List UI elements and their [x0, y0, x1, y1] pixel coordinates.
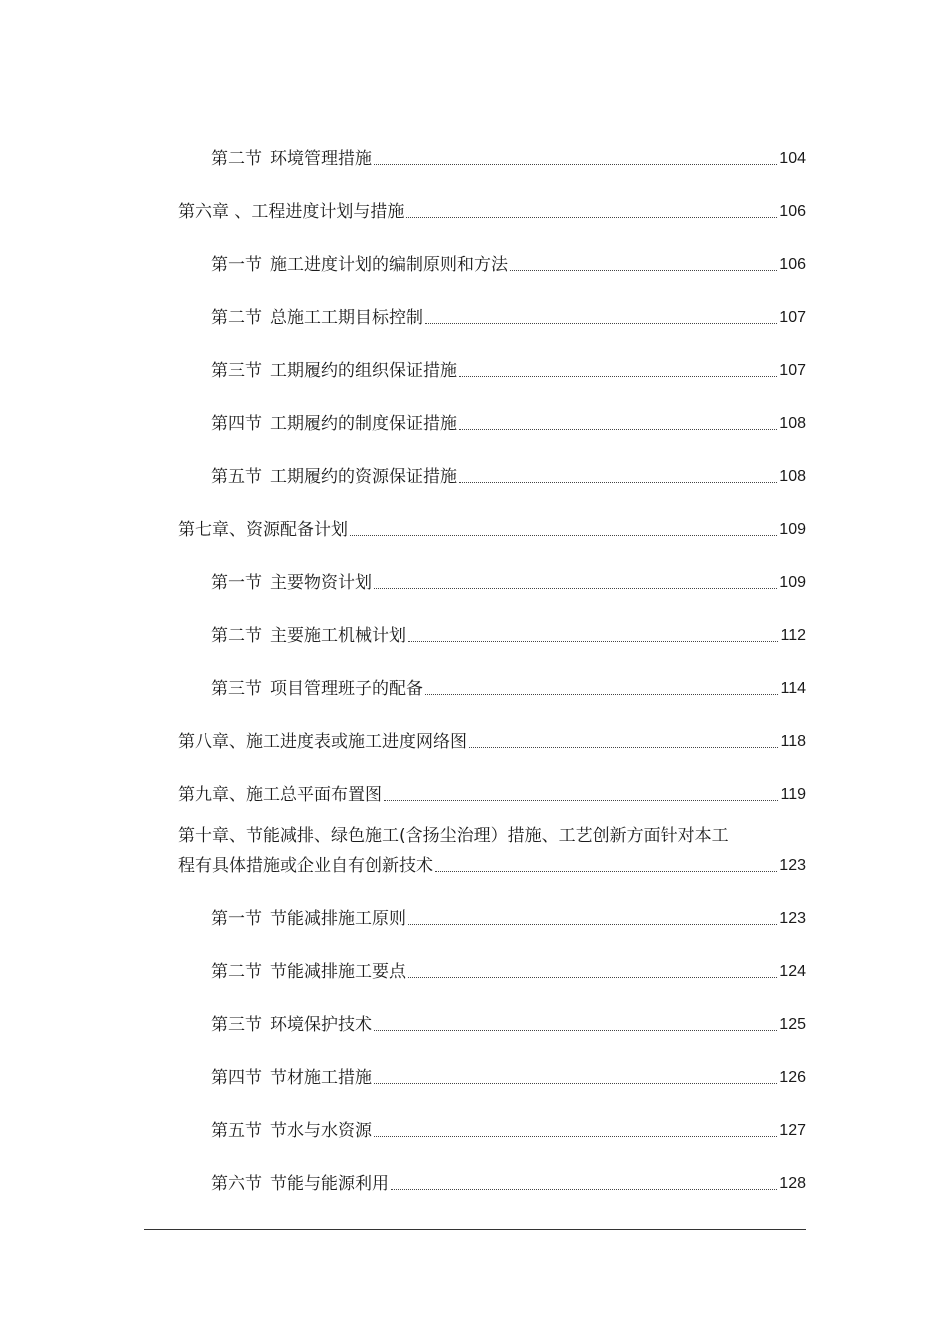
toc-entry[interactable] — [178, 986, 806, 1039]
section-number: 第四节 — [211, 414, 262, 434]
toc-entry-title — [211, 1173, 389, 1198]
toc-entry-title — [211, 307, 423, 332]
toc-entry-title — [211, 148, 372, 173]
table-of-contents — [178, 120, 806, 1198]
toc-page-number: 108 — [779, 415, 806, 432]
toc-page-number: 124 — [779, 963, 806, 980]
section-number: 第五节 — [211, 1121, 262, 1141]
dot-leader — [425, 323, 777, 324]
dot-leader — [425, 694, 778, 695]
chapter-title: 第七章、资源配备计划 — [178, 520, 348, 540]
chapter-title: 第六章 、工程进度计划与措施 — [178, 202, 405, 222]
toc-entry-title — [211, 625, 406, 650]
section-number: 第二节 — [211, 962, 262, 982]
dot-leader — [408, 641, 778, 642]
section-title: 总施工工期目标控制 — [270, 308, 423, 328]
dot-leader — [510, 270, 777, 271]
toc-page-number: 123 — [779, 857, 806, 874]
toc-page-number: 109 — [779, 574, 806, 591]
toc-page-number: 109 — [779, 521, 806, 538]
chapter-title-line-1: 第十章、节能减排、绿色施工(含扬尘治理）措施、工艺创新方面针对本工 — [178, 826, 729, 846]
toc-entry[interactable] — [178, 438, 806, 491]
toc-entry-title — [211, 254, 508, 279]
toc-entry[interactable] — [178, 880, 806, 933]
section-title: 节能减排施工要点 — [270, 962, 406, 982]
toc-page-number: 123 — [779, 910, 806, 927]
toc-entry-wrapped[interactable] — [178, 809, 806, 880]
toc-entry[interactable] — [178, 1039, 806, 1092]
section-number: 第一节 — [211, 573, 262, 593]
footer-divider — [144, 1229, 806, 1230]
dot-leader — [469, 747, 778, 748]
section-number: 第二节 — [211, 626, 262, 646]
toc-entry-title — [211, 1067, 372, 1092]
toc-entry-title — [211, 572, 372, 597]
toc-entry[interactable] — [178, 597, 806, 650]
section-title: 工期履约的资源保证措施 — [270, 467, 457, 487]
section-title: 工期履约的组织保证措施 — [270, 361, 457, 381]
section-number: 第二节 — [211, 308, 262, 328]
section-title: 环境管理措施 — [270, 149, 372, 169]
toc-entry[interactable] — [178, 1092, 806, 1145]
toc-entry[interactable] — [178, 385, 806, 438]
section-number: 第一节 — [211, 909, 262, 929]
dot-leader — [435, 871, 777, 872]
section-title: 环境保护技术 — [270, 1015, 372, 1035]
toc-page-number: 114 — [780, 680, 806, 697]
section-number: 第四节 — [211, 1068, 262, 1088]
section-title: 节材施工措施 — [270, 1068, 372, 1088]
section-title: 施工进度计划的编制原则和方法 — [270, 255, 508, 275]
toc-entry-title — [211, 1120, 372, 1145]
toc-entry-title — [211, 466, 457, 491]
toc-entry[interactable] — [178, 279, 806, 332]
toc-entry-title — [211, 961, 406, 986]
section-title: 工期履约的制度保证措施 — [270, 414, 457, 434]
section-number: 第五节 — [211, 467, 262, 487]
dot-leader — [374, 1083, 777, 1084]
toc-page-number: 128 — [779, 1175, 806, 1192]
section-title: 节能减排施工原则 — [270, 909, 406, 929]
dot-leader — [374, 1136, 777, 1137]
chapter-title-line-2: 程有具体措施或企业自有创新技术 — [178, 856, 433, 876]
toc-entry-title — [211, 413, 457, 438]
section-title: 主要物资计划 — [270, 573, 372, 593]
toc-page-number: 125 — [779, 1016, 806, 1033]
toc-page-number: 106 — [779, 256, 806, 273]
dot-leader — [408, 977, 777, 978]
toc-entry-continuation — [178, 847, 806, 880]
toc-page-number: 108 — [779, 468, 806, 485]
toc-entry[interactable] — [178, 544, 806, 597]
toc-page-number: 112 — [780, 627, 806, 644]
section-title: 节水与水资源 — [270, 1121, 372, 1141]
dot-leader — [408, 924, 777, 925]
section-number: 第二节 — [211, 149, 262, 169]
dot-leader — [391, 1189, 777, 1190]
dot-leader — [374, 164, 777, 165]
toc-entry[interactable] — [178, 1145, 806, 1198]
section-number: 第六节 — [211, 1174, 262, 1194]
toc-page-number: 127 — [779, 1122, 806, 1139]
dot-leader — [406, 217, 777, 218]
section-number: 第三节 — [211, 1015, 262, 1035]
section-title: 节能与能源利用 — [270, 1174, 389, 1194]
dot-leader — [350, 535, 777, 536]
toc-page-number: 107 — [779, 309, 806, 326]
toc-entry[interactable] — [178, 332, 806, 385]
toc-entry[interactable] — [178, 226, 806, 279]
section-title: 主要施工机械计划 — [270, 626, 406, 646]
section-number: 第一节 — [211, 255, 262, 275]
section-number: 第三节 — [211, 679, 262, 699]
toc-entry-title — [211, 678, 423, 703]
chapter-title: 第八章、施工进度表或施工进度网络图 — [178, 732, 467, 752]
toc-page-number: 107 — [779, 362, 806, 379]
dot-leader — [459, 376, 777, 377]
toc-page-number: 119 — [780, 786, 806, 803]
toc-entry-title — [211, 1014, 372, 1039]
toc-entry[interactable] — [178, 756, 806, 809]
toc-page-number: 106 — [779, 203, 806, 220]
dot-leader — [374, 588, 777, 589]
toc-page-number: 118 — [780, 733, 806, 750]
dot-leader — [384, 800, 778, 801]
toc-entry[interactable] — [178, 933, 806, 986]
toc-entry[interactable] — [178, 703, 806, 756]
toc-page-number: 126 — [779, 1069, 806, 1086]
toc-entry[interactable] — [178, 650, 806, 703]
toc-entry[interactable] — [178, 173, 806, 226]
toc-entry[interactable] — [178, 491, 806, 544]
toc-page-number: 104 — [779, 150, 806, 167]
section-number: 第三节 — [211, 361, 262, 381]
dot-leader — [374, 1030, 777, 1031]
dot-leader — [459, 482, 777, 483]
dot-leader — [459, 429, 777, 430]
toc-entry[interactable] — [178, 120, 806, 173]
toc-entry-title — [211, 360, 457, 385]
chapter-title: 第九章、施工总平面布置图 — [178, 785, 382, 805]
section-title: 项目管理班子的配备 — [270, 679, 423, 699]
toc-entry-title — [211, 908, 406, 933]
